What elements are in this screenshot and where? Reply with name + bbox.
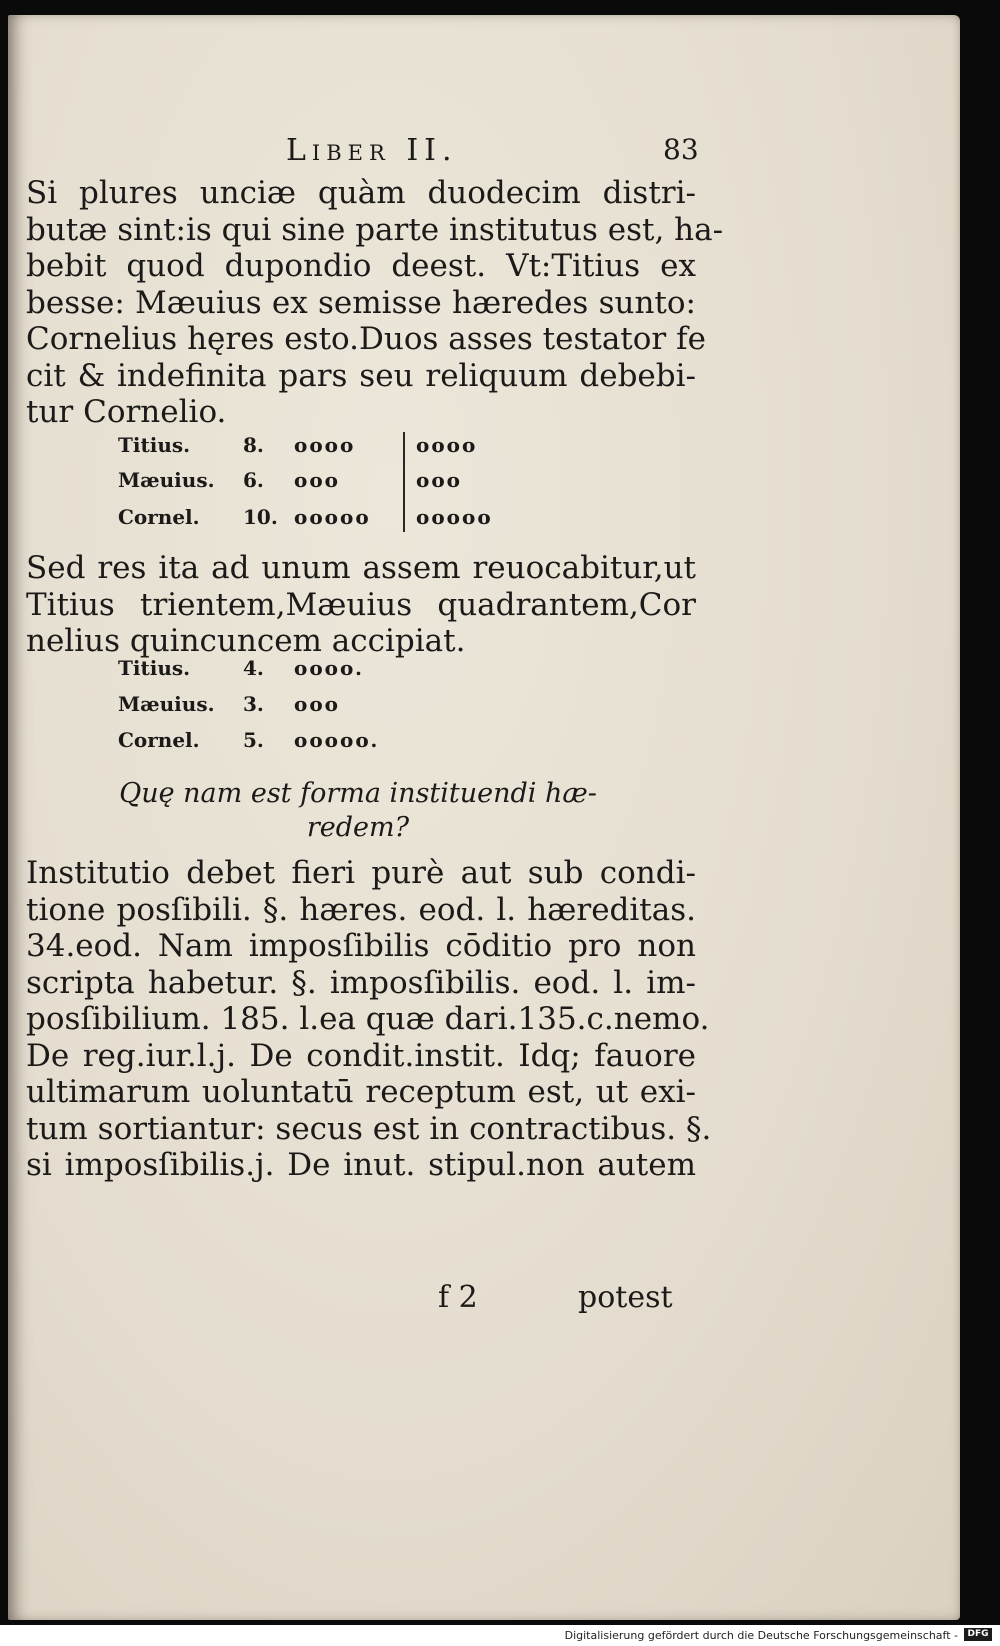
- text-line: Si plures unciæ quàm duodecim distri-: [26, 175, 696, 211]
- heir-name: Titius.: [118, 433, 191, 457]
- heir-name: Cornel.: [118, 728, 200, 752]
- running-head: [8, 133, 960, 173]
- text-line: Cornelius hęres esto.Duos asses testator fe: [26, 321, 706, 357]
- heir-name: Mæuius.: [118, 692, 215, 716]
- text-line: tum sortiantur: secus est in contractibus. §.: [26, 1110, 712, 1147]
- table-row: [118, 465, 538, 495]
- heir-name: Titius.: [118, 656, 191, 680]
- question-line: Quę nam est forma instituendi hæ-: [119, 778, 597, 809]
- catchword: potest: [578, 1280, 673, 1315]
- text-line: Sed res ita ad unum assem reuocabitur,ut: [26, 550, 696, 586]
- paragraph-2: [26, 550, 696, 660]
- share-dots: ooo: [294, 468, 341, 492]
- text-line: tur Cornelio.: [26, 394, 227, 430]
- text-line: bebit quod dupondio deest. Vt:Titius ex: [26, 248, 696, 284]
- running-head-title: Liber II.: [286, 133, 458, 168]
- share-dots: ooooo.: [294, 728, 380, 752]
- text-line: Institutio debet fieri purè aut sub condi-: [26, 855, 696, 891]
- share-dots: ooo: [294, 692, 341, 716]
- table-divider: [403, 432, 405, 532]
- share-number: 3.: [243, 692, 264, 716]
- digitization-credit: Digitalisierung gefördert durch die Deutsche Forschungsgemeinschaft -: [564, 1629, 958, 1642]
- signature-mark: f 2: [438, 1280, 478, 1315]
- text-line: nelius quincuncem accipiat.: [26, 623, 466, 659]
- share-dots: oooo.: [294, 656, 364, 680]
- text-line: cit & indefinita pars seu reliquum debebi-: [26, 357, 696, 394]
- share-number: 4.: [243, 656, 264, 680]
- text-line: butæ sint:is qui sine parte institutus est, ha-: [26, 211, 724, 248]
- table-row: [118, 430, 538, 460]
- table-row: [118, 502, 538, 532]
- text-line: ultimarum uoluntatū receptum est, ut exi-: [26, 1074, 696, 1110]
- heir-name: Cornel.: [118, 505, 200, 529]
- table-row: [118, 725, 478, 755]
- text-line: posſibilium. 185. l.ea quæ dari.135.c.nemo.: [26, 1001, 710, 1037]
- shares-table-1: [118, 430, 538, 530]
- table-row: [118, 689, 478, 719]
- table-row: [118, 653, 478, 683]
- share-number: 10.: [243, 505, 278, 529]
- text-line: Titius trientem,Mæuius quadrantem,Cor: [26, 586, 696, 623]
- section-question: [8, 777, 708, 845]
- text-line: si imposſibilis.j. De inut. stipul.non autem: [26, 1147, 696, 1183]
- text-line: tione posſibili. §. hæres. eod. l. hæreditas.: [26, 891, 696, 928]
- share-dots: ooooo: [294, 505, 371, 529]
- text-line: 34.eod. Nam imposſibilis cōditio pro non: [26, 928, 696, 964]
- share-dots: oooo: [416, 433, 478, 457]
- book-page: [8, 15, 960, 1620]
- dfg-logo: DFG: [964, 1628, 992, 1641]
- folio-number: 83: [663, 133, 699, 166]
- paragraph-3: [26, 855, 712, 1184]
- paragraph-1: [26, 175, 724, 431]
- heir-name: Mæuius.: [118, 468, 215, 492]
- text-line: De reg.iur.l.j. De condit.instit. Idq; fauore: [26, 1037, 696, 1074]
- question-line: redem?: [306, 812, 410, 843]
- text-line: besse: Mæuius ex semisse hæredes sunto:: [26, 284, 696, 321]
- shares-table-2: [118, 653, 478, 753]
- share-dots: ooooo: [416, 505, 493, 529]
- share-dots: ooo: [416, 468, 463, 492]
- share-number: 6.: [243, 468, 264, 492]
- share-dots: oooo: [294, 433, 356, 457]
- text-line: scripta habetur. §. imposſibilis. eod. l. im-: [26, 964, 696, 1001]
- share-number: 5.: [243, 728, 264, 752]
- share-number: 8.: [243, 433, 264, 457]
